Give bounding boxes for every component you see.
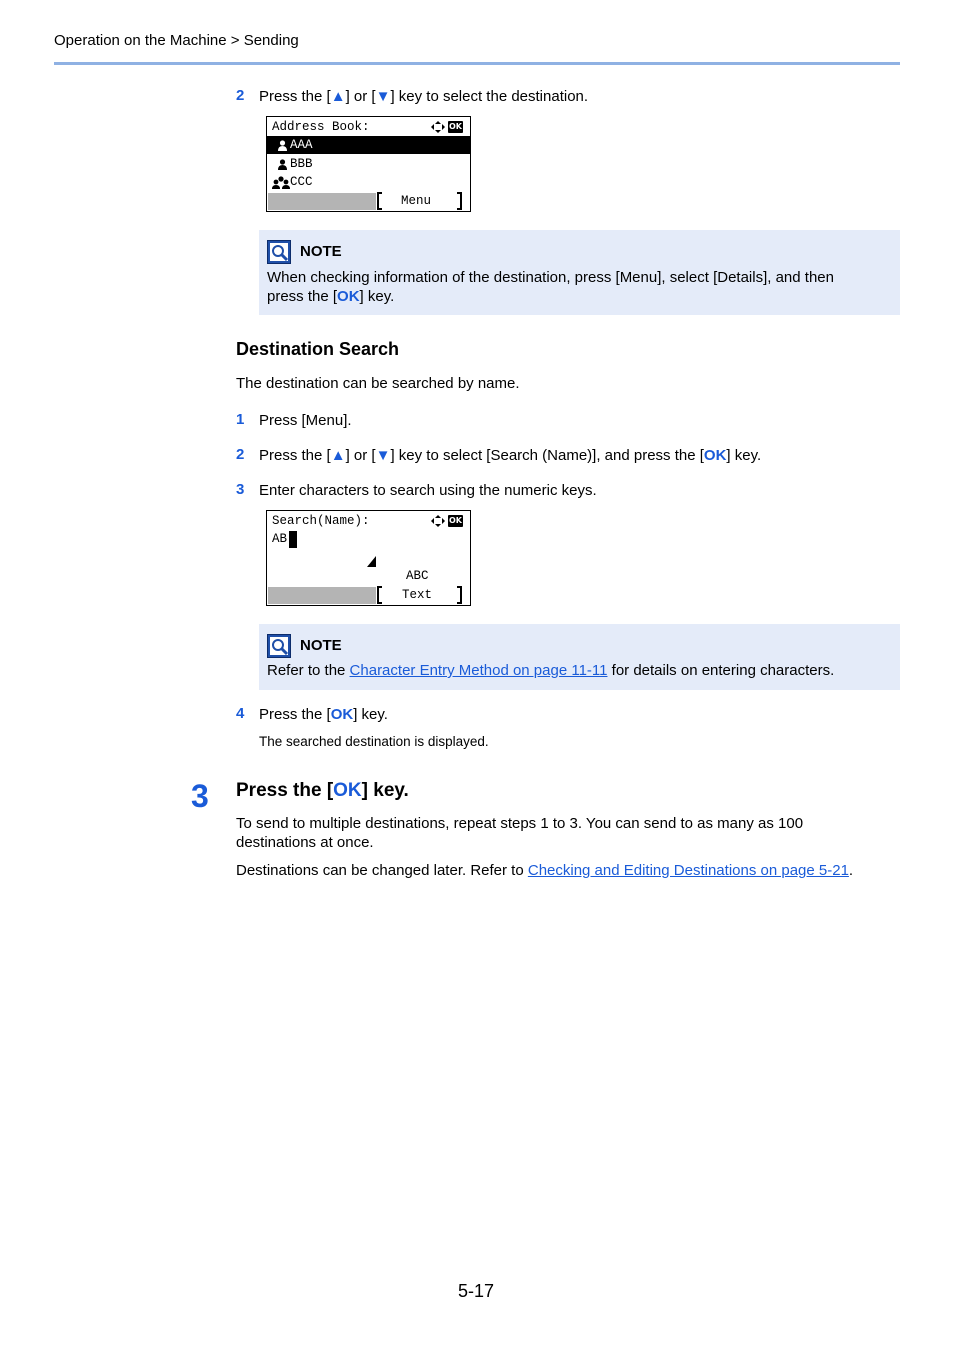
up-arrow-icon: ▲ [330, 88, 346, 105]
header-divider [54, 62, 900, 65]
up-arrow-icon: ▲ [330, 447, 346, 464]
step-number: 2 [236, 446, 245, 463]
breadcrumb: Operation on the Machine > Sending [54, 32, 299, 49]
person-icon [278, 140, 287, 151]
note-box [259, 624, 900, 690]
note-text: Refer to the Character Entry Method on page 11-11 for details on entering characters. [267, 662, 835, 679]
note-title: NOTE [300, 243, 342, 260]
lcd-address-book [266, 116, 471, 212]
navigation-arrows-icon [431, 515, 445, 527]
down-arrow-icon: ▼ [375, 88, 391, 105]
navigation-arrows-icon [431, 121, 445, 133]
note-icon [267, 634, 291, 658]
ok-key-icon: OK [449, 122, 462, 131]
ok-key-icon: OK [449, 516, 462, 525]
character-entry-link[interactable]: Character Entry Method on page 11-11 [349, 662, 608, 679]
step-text: Enter characters to search using the numeric keys. [259, 482, 597, 499]
step-number: 3 [236, 481, 245, 498]
step-paragraph: Destinations can be changed later. Refer to Checking and Editing Destinations on page 5-21. [236, 862, 854, 879]
menu-softkey: Menu [401, 194, 432, 208]
lcd-title: Address Book: [272, 120, 370, 134]
checking-editing-link[interactable]: Checking and Editing Destinations on page 5-21 [527, 862, 849, 879]
step-text: Press the [▲] or [▼] key to select the destination. [259, 88, 589, 105]
note-text: When checking information of the destination, press [Menu], select [Details], and then press the [OK] key. [267, 269, 834, 305]
person-icon [278, 159, 287, 170]
lcd-search-name [266, 510, 471, 606]
step-number: 4 [236, 705, 245, 722]
section-heading: Destination Search [236, 339, 400, 359]
step-text: Press [Menu]. [259, 412, 352, 429]
search-input-value: AB [272, 532, 288, 546]
text-softkey: Text [402, 588, 433, 602]
step-result: The searched destination is displayed. [259, 734, 489, 749]
step-paragraph: To send to multiple destinations, repeat steps 1 to 3. You can send to as many as 100 destinations at once. [236, 815, 804, 851]
down-arrow-icon: ▼ [375, 447, 391, 464]
step-text: Press the [▲] or [▼] key to select [Search (Name)], and press the [OK] key. [259, 447, 762, 464]
input-mode-label: ABC [406, 569, 429, 583]
major-step-title: Press the [OK] key. [236, 780, 409, 801]
section-intro: The destination can be searched by name. [236, 375, 520, 392]
note-title: NOTE [300, 637, 342, 654]
lcd-title: Search(Name): [272, 514, 370, 528]
lcd-list-item: AAA [267, 136, 470, 154]
step-number: 2 [236, 87, 245, 104]
input-mode-indicator-icon [367, 556, 376, 567]
note-box [259, 230, 900, 315]
lcd-list-item: CCC [267, 173, 470, 191]
group-icon [272, 176, 290, 189]
major-step-number: 3 [191, 778, 209, 814]
note-icon [267, 240, 291, 264]
text-cursor [289, 531, 297, 548]
step-text: Press the [OK] key. [259, 706, 388, 723]
page-number: 5-17 [458, 1281, 495, 1301]
lcd-list-item: BBB [267, 155, 470, 173]
step-number: 1 [236, 411, 245, 428]
